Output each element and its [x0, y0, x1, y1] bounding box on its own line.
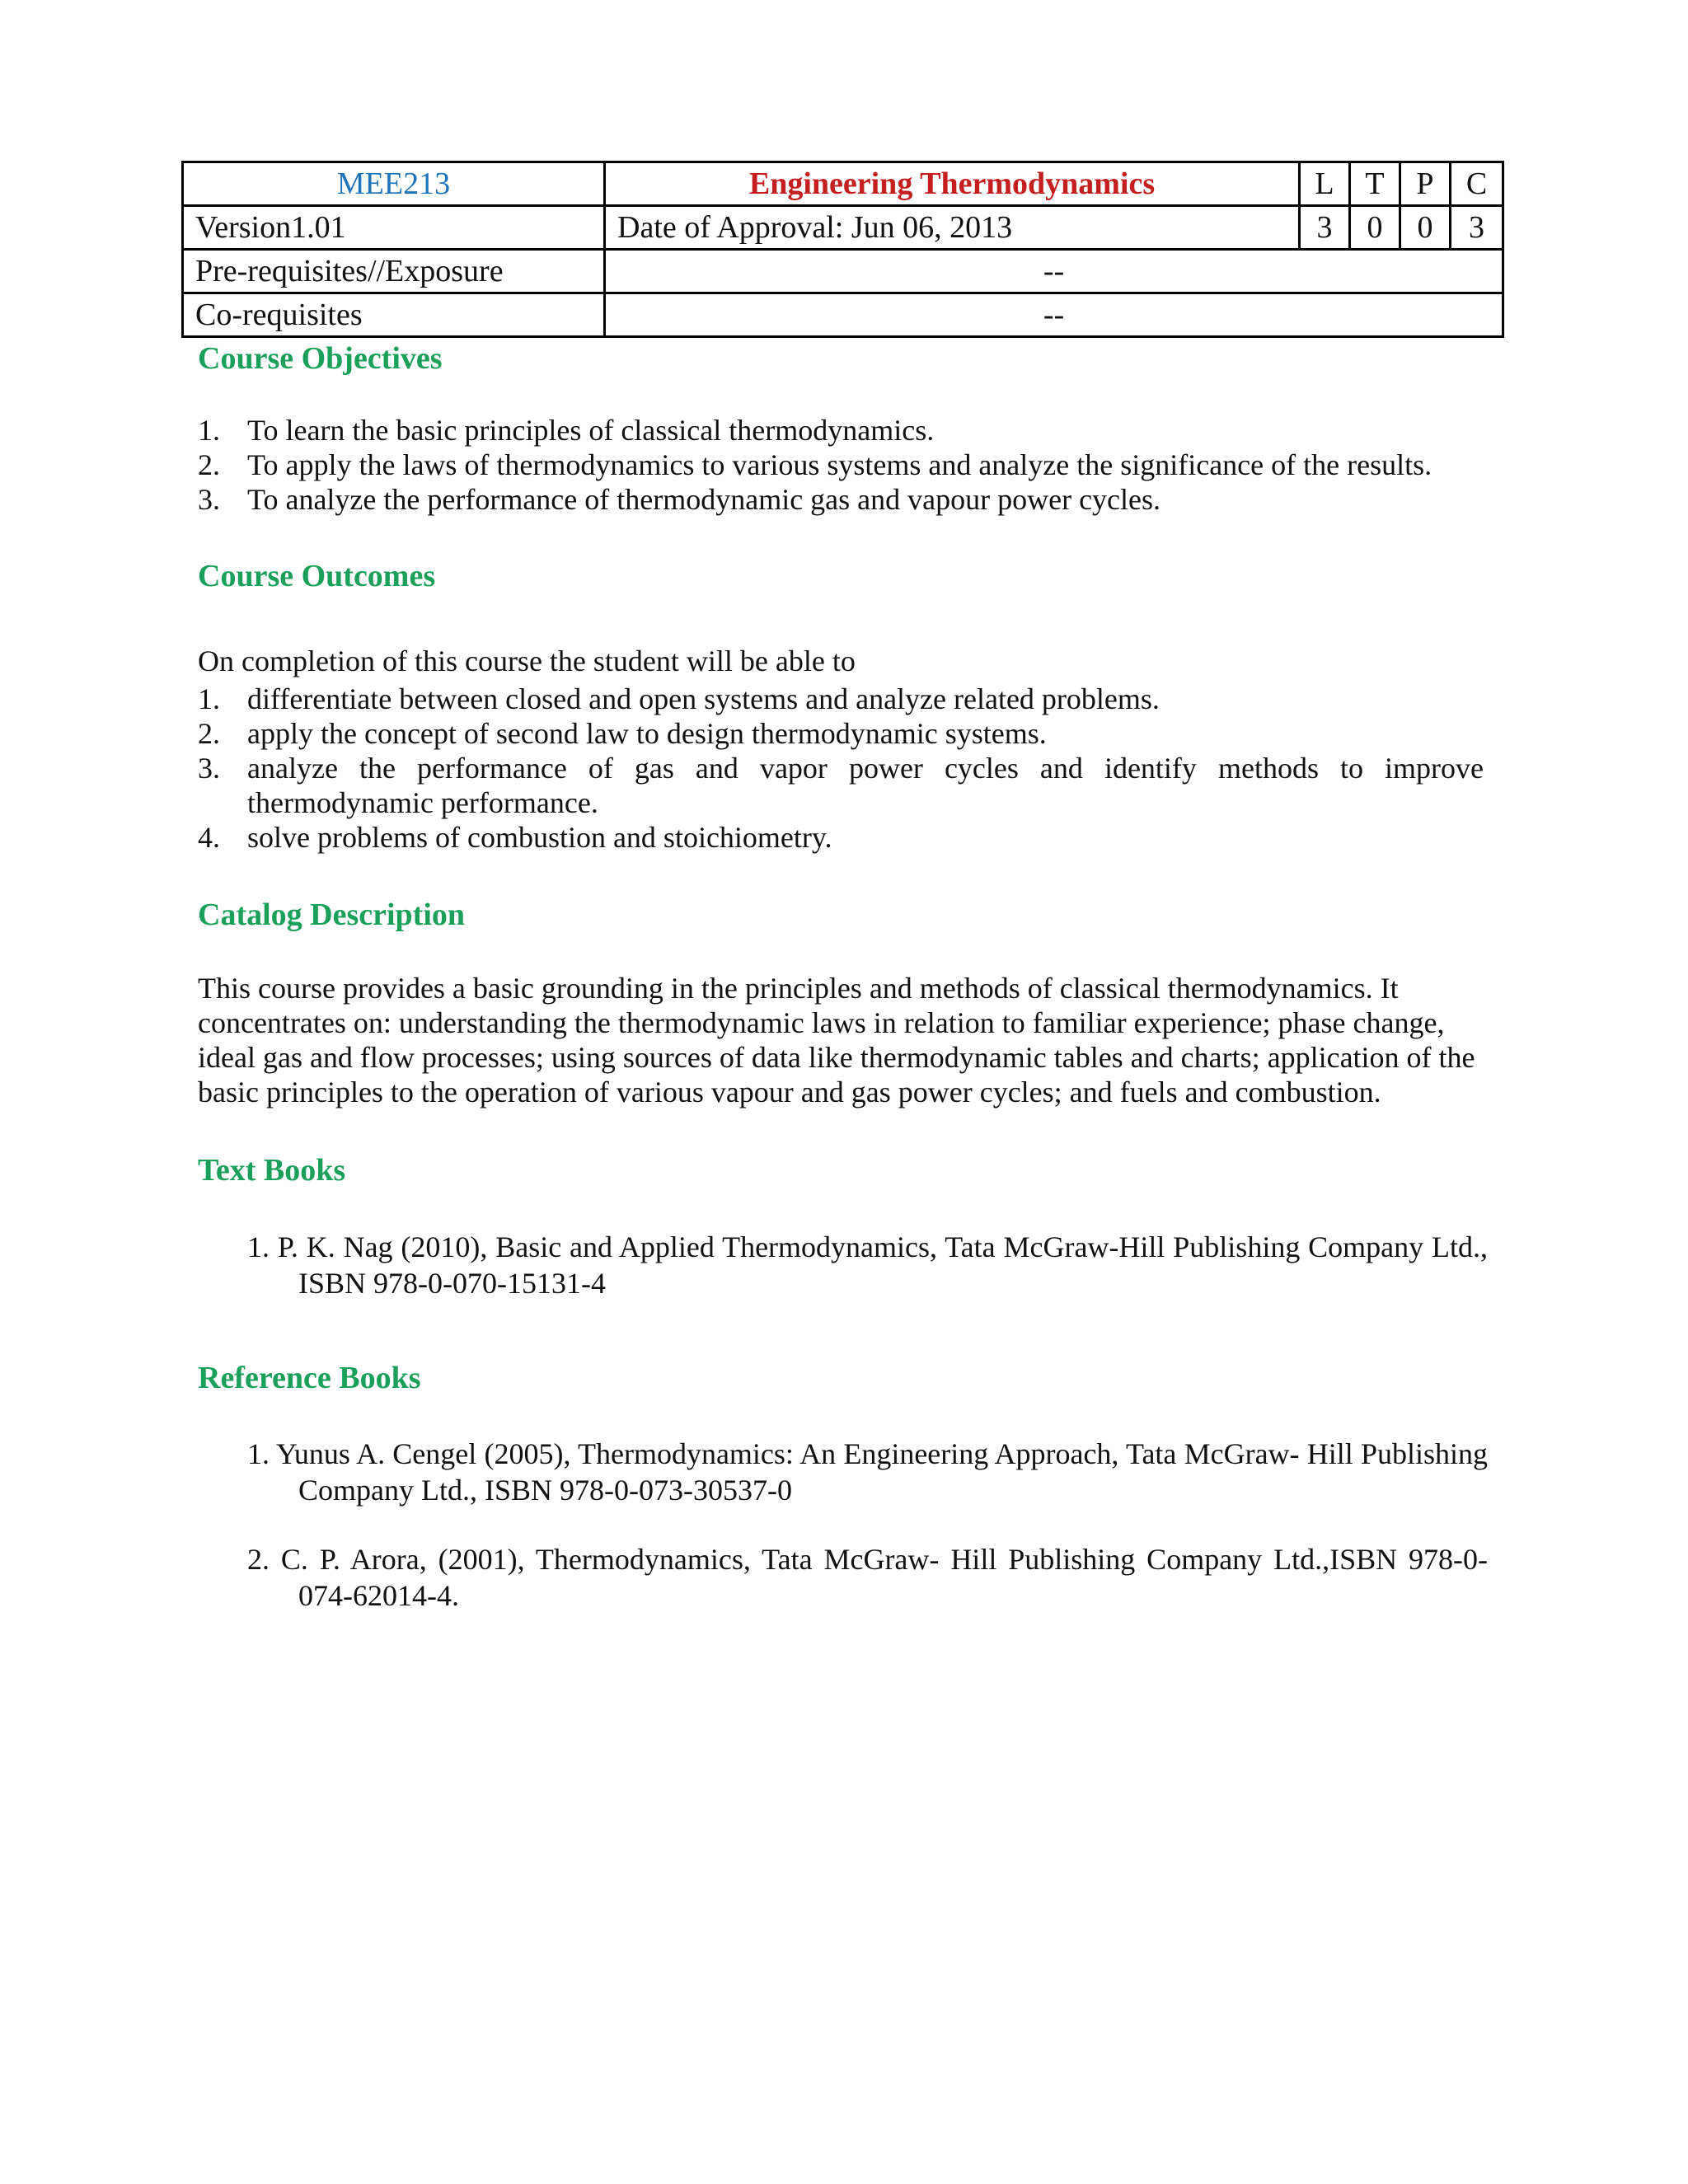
- objectives-heading: Course Objectives: [198, 341, 443, 376]
- ltpc-label-t: T: [1350, 162, 1400, 206]
- header-row-1: [183, 162, 1503, 206]
- outcomes-heading: Course Outcomes: [198, 559, 436, 593]
- text-books-heading: Text Books: [198, 1153, 346, 1188]
- list-item: [198, 751, 1484, 820]
- list-item-number: 3.: [198, 752, 220, 785]
- ltpc-label-c: C: [1451, 162, 1503, 206]
- list-item: [198, 716, 1484, 751]
- coreq-value: --: [605, 293, 1503, 337]
- list-item-number: 1.: [198, 682, 220, 715]
- course-title: Engineering Thermodynamics: [605, 162, 1300, 206]
- list-item: [198, 820, 1484, 855]
- list-item: [198, 682, 1484, 716]
- list-item-number: 4.: [198, 821, 220, 854]
- list-item: 1. Yunus A. Cengel (2005), Thermodynamics: An Engineering Approach, Tata McGraw- Hill Publishing Company Ltd., ISBN 978-0-073-30537-0: [247, 1437, 1488, 1507]
- list-item-number: 1.: [198, 414, 220, 447]
- list-item-text: To learn the basic principles of classical thermodynamics.: [247, 414, 935, 447]
- header-row-prereq: [183, 250, 1503, 293]
- header-row-coreq: [183, 293, 1503, 337]
- ltpc-label-l: L: [1300, 162, 1350, 206]
- reference-books-heading: Reference Books: [198, 1361, 421, 1395]
- list-item-number: 2.: [198, 448, 220, 481]
- reference-books-list: [247, 1436, 1488, 1614]
- list-item-number: 3.: [198, 483, 220, 516]
- version: Version1.01: [183, 206, 605, 250]
- header-row-2: [183, 206, 1503, 250]
- list-item-text: analyze the performance of gas and vapor power cycles and identify methods to improve thermodynamic performance.: [247, 752, 1484, 819]
- list-item: 2. C. P. Arora, (2001), Thermodynamics, Tata McGraw- Hill Publishing Company Ltd.,ISBN 978-0-074-62014-4.: [247, 1543, 1488, 1612]
- ltpc-value-t: 0: [1350, 206, 1400, 250]
- outcomes-list: [198, 682, 1484, 855]
- ltpc-value-l: 3: [1300, 206, 1350, 250]
- list-item-text: To analyze the performance of thermodynamic gas and vapour power cycles.: [247, 483, 1161, 516]
- prereq-label: Pre-requisites//Exposure: [183, 250, 605, 293]
- date-of-approval: Date of Approval: Jun 06, 2013: [605, 206, 1300, 250]
- ltpc-value-p: 0: [1400, 206, 1451, 250]
- ltpc-value-c: 3: [1451, 206, 1503, 250]
- list-item-text: apply the concept of second law to design thermodynamic systems.: [247, 717, 1047, 750]
- course-header-table: [181, 161, 1504, 338]
- list-item-number: 2.: [198, 717, 220, 750]
- catalog-heading: Catalog Description: [198, 898, 466, 932]
- ltpc-label-p: P: [1400, 162, 1451, 206]
- list-item: [198, 413, 1484, 448]
- prereq-value: --: [605, 250, 1503, 293]
- course-code: MEE213: [183, 162, 605, 206]
- objectives-list: [198, 413, 1484, 517]
- list-item: [198, 448, 1484, 482]
- outcomes-intro: On completion of this course the student will be able to: [198, 644, 856, 677]
- list-item-text: differentiate between closed and open systems and analyze related problems.: [247, 682, 1160, 715]
- coreq-label: Co-requisites: [183, 293, 605, 337]
- list-item: 1. P. K. Nag (2010), Basic and Applied Thermodynamics, Tata McGraw-Hill Publishing Company Ltd., ISBN 978-0-070-15131-4: [247, 1230, 1488, 1300]
- text-books-list: [247, 1229, 1488, 1301]
- catalog-text: This course provides a basic grounding in the principles and methods of classical thermodynamics. It concentrates on: understanding the thermodynamic laws in relation to familiar experience; phase change, ideal gas and flow processes; using sources of data like thermodynamic tables and charts; application of the basic principles to the operation of various vapour and gas power cycles; and fuels and combustion.: [198, 972, 1475, 1108]
- list-item-text: To apply the laws of thermodynamics to various systems and analyze the significance of the results.: [247, 448, 1432, 481]
- list-item: [198, 482, 1484, 517]
- list-item-text: solve problems of combustion and stoichiometry.: [247, 821, 832, 854]
